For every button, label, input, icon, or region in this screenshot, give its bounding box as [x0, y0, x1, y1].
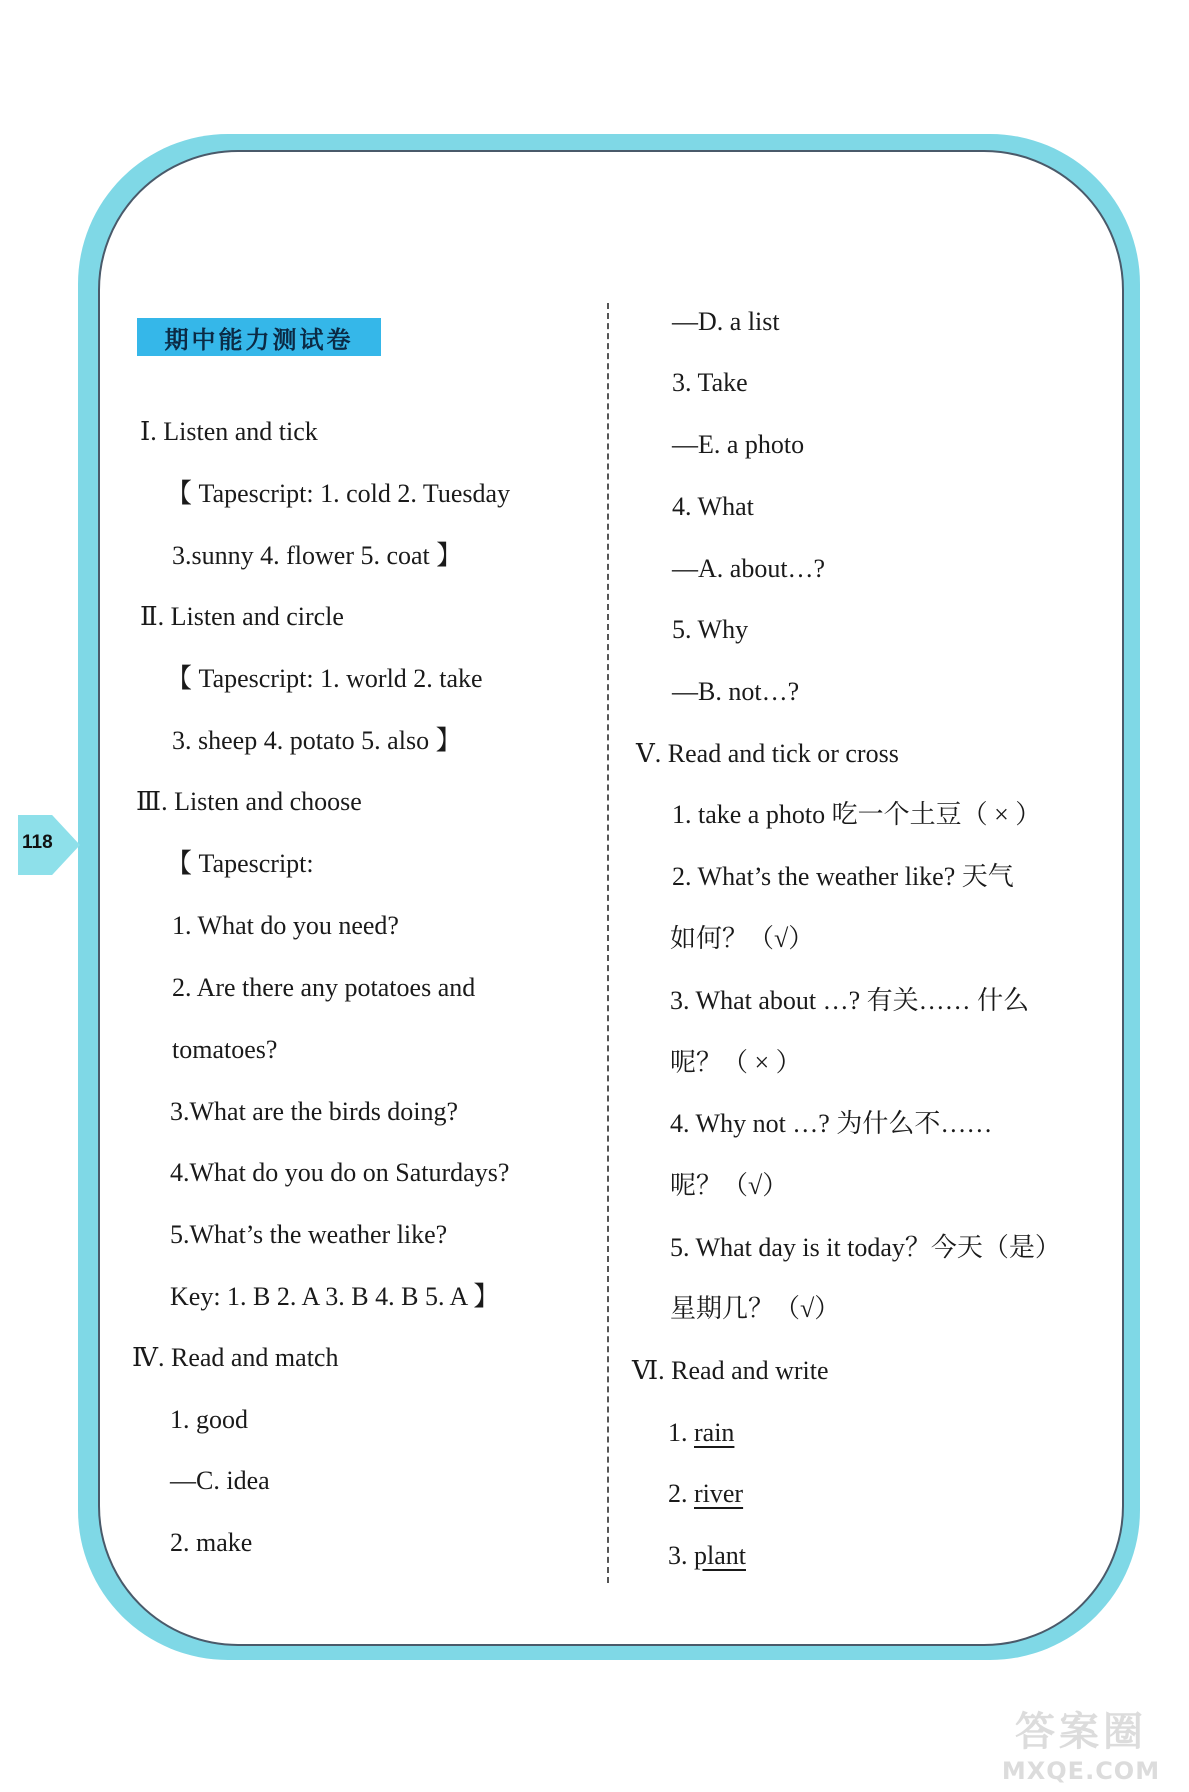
section-5-heading: Ⅴ. Read and tick or cross [636, 739, 899, 768]
section-4-line: —C. idea [170, 1466, 270, 1495]
section-3-heading: Ⅲ. Listen and choose [136, 787, 362, 816]
section-4-heading: Ⅳ. Read and match [132, 1343, 339, 1372]
section-2-line: 3. sheep 4. potato 5. also 】 [172, 726, 462, 755]
section-5-line: 5. What day is it today？今天（是） [670, 1233, 1061, 1262]
match-line: 3. Take [672, 368, 748, 397]
section-6-answer: rain [694, 1418, 735, 1447]
section-2-line: 【 Tapescript: 1. world 2. take [166, 664, 483, 693]
section-6-item-number: 1. [668, 1418, 694, 1447]
section-5-line: 4. Why not …? 为什么不…… [670, 1109, 993, 1138]
match-line: —B. not…? [672, 677, 800, 706]
section-4-line: 1. good [170, 1405, 248, 1434]
column-divider [607, 303, 609, 1583]
page-frame-inner [98, 150, 1124, 1646]
section-6-item [668, 1418, 734, 1448]
watermark-cn: 答案圈 [1015, 1709, 1147, 1755]
section-6-answer: river [694, 1479, 744, 1508]
section-5-line: 如何？（√） [670, 924, 815, 953]
section-3-line: 1. What do you need? [172, 911, 399, 940]
section-5-line: 呢？（ × ） [670, 1048, 802, 1077]
section-6-item-number: 3. [668, 1541, 694, 1570]
page-title: 期中能力测试卷 [137, 318, 381, 356]
match-line: 4. What [672, 492, 754, 521]
section-4-line: 2. make [170, 1528, 253, 1557]
section-6-item [668, 1541, 746, 1571]
watermark-en: MXQE.COM [1001, 1757, 1161, 1785]
watermark [991, 1700, 1171, 1784]
section-5-line: 呢？（√） [670, 1171, 789, 1200]
match-line: —E. a photo [672, 430, 805, 459]
section-5-line: 1. take a photo 吃一个土豆（ × ） [672, 800, 1042, 829]
section-6-heading: Ⅵ. Read and write [632, 1356, 829, 1385]
section-3-line: 3.What are the birds doing? [170, 1097, 459, 1126]
section-5-line: 星期几？（√） [670, 1294, 841, 1323]
section-6-item [668, 1479, 743, 1509]
page-number: 118 [22, 832, 53, 853]
section-1-heading: Ⅰ. Listen and tick [140, 417, 318, 446]
match-line: —D. a list [672, 307, 780, 336]
section-3-line: 5.What’s the weather like? [170, 1220, 448, 1249]
section-5-line: 2. What’s the weather like? 天气 [672, 862, 1014, 891]
section-3-line: 【 Tapescript: [166, 849, 314, 878]
section-3-line: tomatoes? [172, 1035, 278, 1064]
section-5-line: 3. What about …? 有关…… 什么 [670, 986, 1030, 1015]
match-line: —A. about…? [672, 554, 826, 583]
section-6-item-number: 2. [668, 1479, 694, 1508]
match-line: 5. Why [672, 615, 749, 644]
section-3-key: Key: 1. B 2. A 3. B 4. B 5. A 】 [170, 1282, 500, 1311]
section-2-heading: Ⅱ. Listen and circle [140, 602, 344, 631]
section-1-line: 【 Tapescript: 1. cold 2. Tuesday [166, 479, 511, 508]
section-3-line: 2. Are there any potatoes and [172, 973, 476, 1002]
section-1-line: 3.sunny 4. flower 5. coat 】 [172, 541, 463, 570]
section-6-answer: plant [694, 1541, 746, 1570]
section-3-line: 4.What do you do on Saturdays? [170, 1158, 510, 1187]
